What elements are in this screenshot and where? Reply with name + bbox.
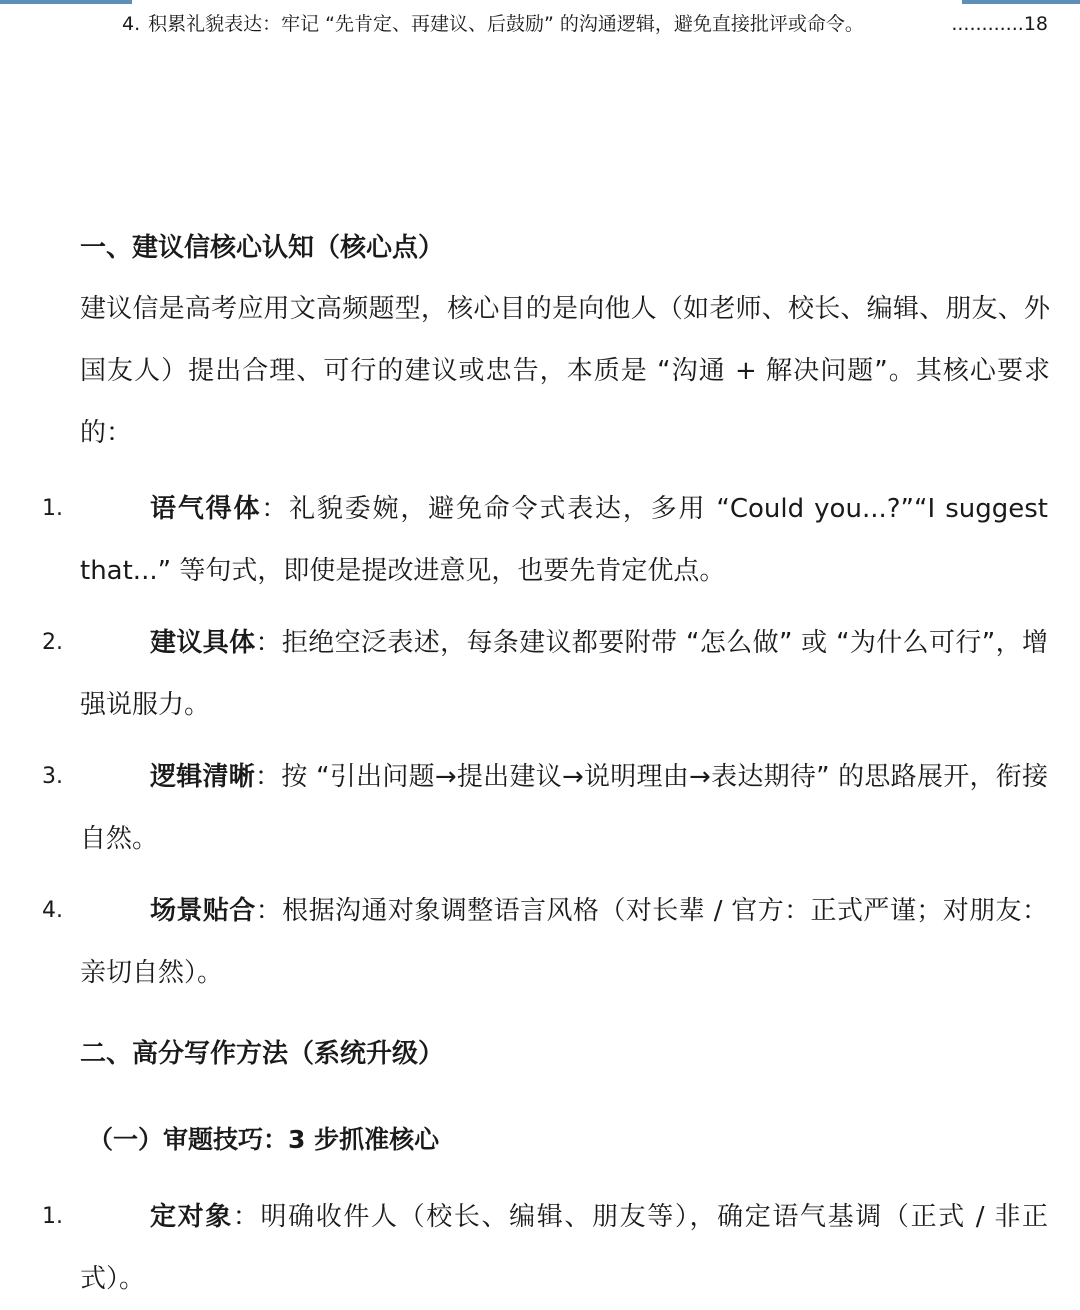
toc-page-number: 18 [1023,13,1048,35]
list-item-title: 建议具体 [150,628,256,658]
list-item-title: 场景贴合 [150,896,256,926]
list-item-body [80,746,1048,870]
section-heading-writing-methods: 二、高分写作方法（系统升级） [80,1039,445,1069]
section-heading-core-cognition: 一、建议信核心认知（核心点） [80,233,445,263]
list-item-text: ：按 “引出问题→提出建议→说明理由→表达期待” 的思路展开，衔接自然。 [80,762,1048,854]
list-item-text: ：明确收件人（校长、编辑、朋友等），确定语气基调（正式 / 非正式）。 [80,1202,1048,1294]
list-item-text: ：根据沟通对象调整语言风格（对长辈 / 官方：正式严谨；对朋友：亲切自然）。 [80,896,1048,988]
list-item-number: 3. [42,764,63,789]
list-item-body [80,478,1048,602]
list-item-title: 语气得体 [150,494,262,524]
list-item-body [80,1186,1048,1310]
list-item-number: 1. [42,1204,63,1229]
subsection-heading-analysis: （一）审题技巧：3 步抓准核心 [88,1125,440,1154]
list-item-body [80,880,1048,1004]
list-item-number: 2. [42,630,63,655]
list-item-number: 4. [42,898,63,923]
list-item-title: 定对象 [150,1202,233,1232]
list-item-body [80,612,1048,736]
list-item-text: ：拒绝空泛表述，每条建议都要附带 “怎么做” 或 “为什么可行”，增强说服力。 [80,628,1048,720]
toc-entry-text: 积累礼貌表达：牢记 “先肯定、再建议、后鼓励” 的沟通逻辑，避免直接批评或命令。 [148,13,864,35]
list-item-number: 1. [42,496,63,521]
toc-leader-dots: ............ [951,13,1024,35]
list-item-text: ：礼貌委婉，避免命令式表达，多用 “Could you...?”“I suggest that...” 等句式，即使是提改进意见，也要先肯定优点。 [80,494,1048,586]
toc-entry[interactable] [122,10,1048,38]
top-bar-gap [132,0,962,4]
toc-entry-number: 4. [122,13,141,35]
section-intro-paragraph: 建议信是高考应用文高频题型，核心目的是向他人（如老师、校长、编辑、朋友、外国友人）提出合理、可行的建议或忠告，本质是 “沟通 + 解决问题”。其核心要求的： [80,294,1050,448]
list-item-title: 逻辑清晰 [150,762,256,792]
